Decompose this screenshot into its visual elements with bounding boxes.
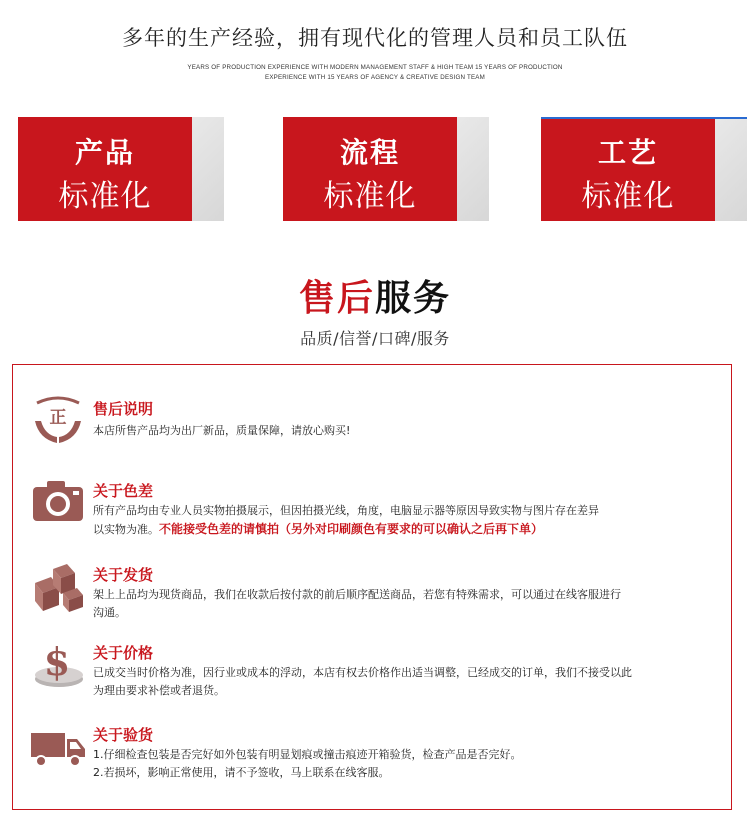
item-text-line2: 为理由要求补偿或者退货。 — [93, 684, 225, 697]
color-warning-text: 不能接受色差的请慎拍（另外对印刷颜色有要求的可以确认之后再下单） — [159, 522, 544, 536]
card-line1: 工艺 — [597, 136, 658, 169]
after-sales-panel — [12, 364, 732, 810]
page-title: 多年的生产经验，拥有现代化的管理人员和员工队伍 — [122, 26, 628, 50]
card-line2: 标准化 — [58, 179, 152, 214]
item-title: 关于验货 — [93, 726, 154, 744]
item-title: 关于色差 — [93, 482, 154, 500]
item-text: 本店所售产品均为出厂新品，质量保障，请放心购买! — [93, 424, 351, 437]
item-title: 关于发货 — [93, 566, 154, 584]
dollar-icon — [29, 639, 87, 691]
card-line2: 标准化 — [581, 179, 675, 214]
card-line1: 流程 — [339, 136, 400, 169]
english-subtitle-line-1: YEARS OF PRODUCTION EXPERIENCE WITH MODERN MANAGEMENT STAFF & HIGH TEAM 15 YEARS OF PRODUCTION — [187, 64, 563, 71]
camera-icon — [29, 477, 87, 529]
english-subtitle-line-2: EXPERIENCE WITH 15 YEARS OF AGENCY & CREATIVE DESIGN TEAM — [265, 74, 485, 81]
after-sales-subtitle: 品质/信誉/口碑/服务 — [300, 329, 450, 348]
after-sales-title: 售后服务 — [298, 278, 452, 319]
svg-text:正: 正 — [49, 408, 67, 428]
item-title: 关于价格 — [93, 644, 154, 662]
truck-icon — [29, 721, 87, 773]
item-text: 架上上品均为现货商品，我们在收款后按付款的前后顺序配送商品，若您有特殊需求，可以通过在线客服进行 — [93, 588, 621, 601]
card-line2: 标准化 — [323, 179, 417, 214]
boxes-icon — [29, 561, 87, 613]
item-text: 所有产品均由专业人员实物拍摄展示，但因拍摄光线，角度，电脑显示器等原因导致实物与图片存在差异 — [93, 504, 599, 517]
honesty-icon — [29, 395, 87, 447]
item-text-line2: 以实物为准。不能接受色差的请慎拍（另外对印刷颜色有要求的可以确认之后再下单） — [93, 522, 544, 536]
card-line1: 产品 — [74, 136, 135, 169]
card-product-standard — [18, 117, 224, 221]
svg-text:$: $ — [43, 639, 71, 684]
card-craft-standard — [541, 117, 747, 221]
item-text: 已成交当时价格为准，因行业或成本的浮动，本店有权去价格作出适当调整，已经成交的订单，我们不接受以此 — [93, 666, 632, 679]
item-text: 1.仔细检查包装是否完好如外包装有明显划痕或撞击痕迹开箱验货，检查产品是否完好。 — [93, 748, 522, 761]
card-process-standard — [283, 117, 489, 221]
item-text-line2: 沟通。 — [93, 606, 126, 619]
item-text-line2: 2.若损坏，影响正常使用，请不予签收，马上联系在线客服。 — [93, 766, 390, 779]
item-title: 售后说明 — [93, 400, 154, 418]
